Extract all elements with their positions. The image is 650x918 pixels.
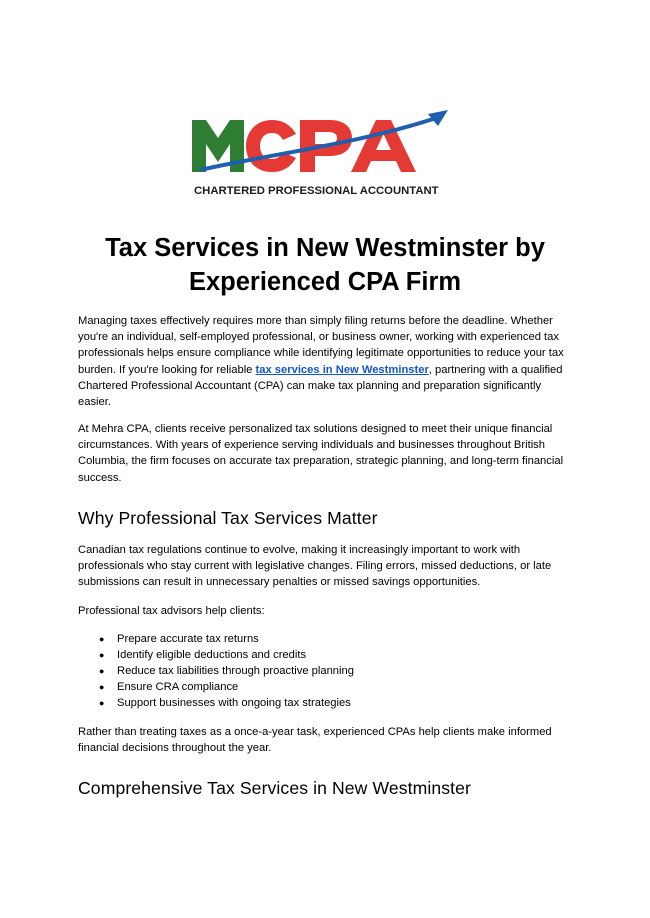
regulations-paragraph: Canadian tax regulations continue to evolve, making it increasingly important to work with professionals who stay current with legislative changes. Filing errors, missed deductions, or late submissions can result in unnecessary penalties or missed savings opportunities. [78, 544, 552, 589]
logo-tagline: CHARTERED PROFESSIONAL ACCOUNTANT [194, 185, 439, 197]
list-item: ● Ensure CRA compliance [78, 679, 558, 695]
mehra-cpa-paragraph: At Mehra CPA, clients receive personalized tax solutions designed to meet their unique financial circumstances. With years of experience serving individuals and businesses throughout British Columbia, the firm focuses on accurate tax preparation, strategic planning, and long-term financial success. [78, 423, 564, 484]
page-title-line-2: Experienced CPA Firm [188, 268, 462, 296]
page-title-line-1: Tax Services in New Westminster by [105, 234, 545, 262]
mcpa-logo [190, 104, 465, 199]
section-heading-comprehensive: Comprehensive Tax Services in New Westminster [78, 778, 472, 798]
list-item: ● Identify eligible deductions and credits [78, 647, 558, 663]
tax-services-link[interactable]: tax services in New Westminster [255, 363, 429, 376]
benefits-list [78, 631, 558, 711]
list-item: ● Reduce tax liabilities through proactive planning [78, 663, 558, 679]
list-item: ● Prepare accurate tax returns [78, 631, 558, 647]
closing-paragraph: Rather than treating taxes as a once-a-year task, experienced CPAs help clients make informed financial decisions throughout the year. [78, 726, 552, 755]
page-title [60, 231, 590, 299]
advisors-lead-text: Professional tax advisors help clients: [78, 605, 265, 617]
section-heading-why-professional: Why Professional Tax Services Matter [78, 508, 378, 528]
list-item: ● Support businesses with ongoing tax strategies [78, 695, 558, 711]
intro-paragraph: Managing taxes effectively requires more than simply filing returns before the deadline. Whether you're an individual, self-employed professional, or business owner, working with experienced tax professionals helps ensure compliance while identifying legitimate opportunities to reduce your tax burden. If you're looking for reliable tax services in New Westminster, partnering with a qualified Chartered Professional Accountant (CPA) can make tax planning and preparation significantly easier. [78, 315, 564, 409]
